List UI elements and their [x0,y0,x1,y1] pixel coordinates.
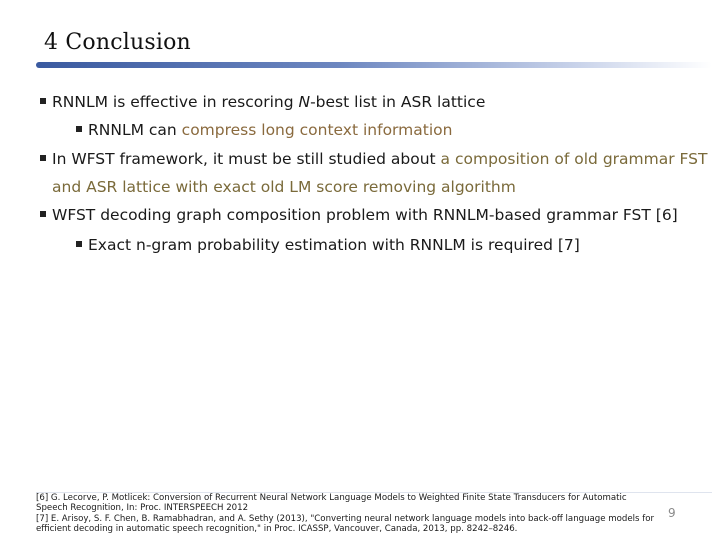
bullet-square-icon [76,241,82,247]
reference-line: Speech Recognition, In: Proc. INTERSPEECH 2012 [36,503,249,514]
references [36,493,666,535]
bullet-2 [76,121,452,139]
bullet-square-icon [76,126,82,132]
bullet-text: WFST decoding graph composition problem with RNNLM-based grammar FST [6] [52,206,678,224]
bullet-highlight-text: a composition of old grammar FST [440,150,708,168]
bullet-4 [40,206,678,224]
reference-line: efficient decoding in automatic speech recognition," in Proc. ICASSP, Vancouver, Canada, 2013, pp. 8242–8246. [36,524,518,535]
slide-title: 4 Conclusion [44,30,191,55]
bullet-square-icon [40,155,46,161]
bullet-italic-text: N [298,93,311,111]
bullet-square-icon [40,98,46,104]
reference-line: [7] E. Arisoy, S. F. Chen, B. Ramabhadran, and A. Sethy (2013), "Converting neural network language models into back-off language models for [36,513,655,524]
bullet-3-continuation [52,178,516,196]
bullet-text: -best list in ASR lattice [310,93,486,111]
bullet-highlight-text: compress long context information [181,121,453,139]
bullet-text: Exact n-gram probability estimation with RNNLM is required [7] [88,236,580,254]
bullet-text: In WFST framework, it must be still studied about [52,150,441,168]
title-underline [36,62,712,68]
reference-line: [6] G. Lecorve, P. Motlicek: Conversion of Recurrent Neural Network Language Models to Weighted Finite State Transducers for Automatic [36,493,627,503]
bullet-highlight-text: and ASR lattice with exact old LM score removing algorithm [52,178,516,196]
bullet-3 [40,150,707,168]
page-number: 9 [668,506,676,520]
bullet-text: RNNLM can [88,121,182,139]
bullet-5 [76,236,580,254]
bullet-1 [40,93,485,111]
bullet-text: RNNLM is effective in rescoring [52,93,299,111]
bullet-square-icon [40,211,46,217]
